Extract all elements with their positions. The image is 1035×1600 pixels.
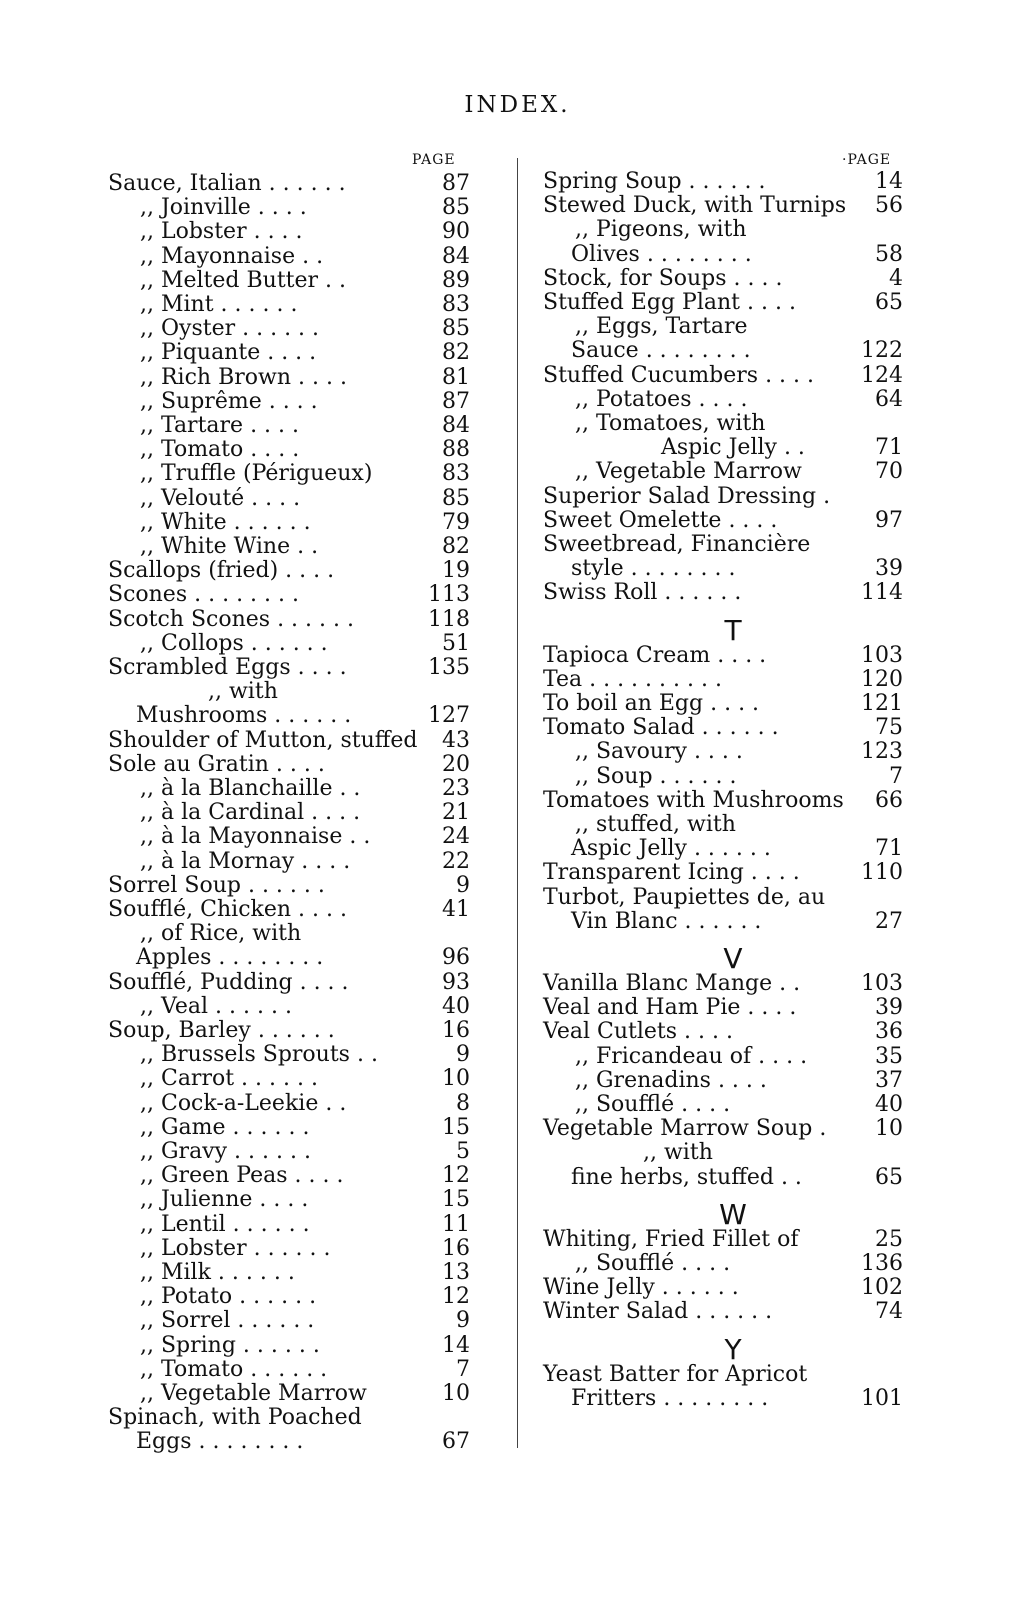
entry-text: ,, à la Blanchaille . . xyxy=(140,776,361,801)
entry-page-number: 71 xyxy=(875,836,903,862)
entry-page-number: 4 xyxy=(889,265,903,291)
entry-text: ,, Eggs, Tartare xyxy=(575,314,748,340)
index-entry xyxy=(108,1164,470,1188)
entry-text: ,, with xyxy=(643,1140,713,1166)
entry-text: Turbot, Paupiettes de, au xyxy=(543,884,826,910)
entry-text: Veal and Ham Pie . . . . xyxy=(543,995,797,1021)
index-entry xyxy=(543,436,903,460)
entry-text: ,, Velouté . . . . xyxy=(140,485,301,511)
entry-text: ,, Vegetable Marrow xyxy=(140,1381,367,1406)
entry-text: Veal Cutlets . . . . xyxy=(543,1019,734,1045)
index-entry xyxy=(108,801,470,825)
entry-page-number: 66 xyxy=(875,787,903,813)
entry-page-number: 25 xyxy=(875,1226,903,1252)
entry-text: Tea . . . . . . . . . . xyxy=(543,666,722,692)
entry-page-number: 11 xyxy=(442,1211,470,1237)
entry-page-number: 103 xyxy=(861,971,903,996)
entry-page-number: 15 xyxy=(442,1114,470,1140)
entry-text: Vin Blanc . . . . . . xyxy=(571,908,762,934)
entry-text: Apples . . . . . . . . xyxy=(136,945,324,971)
index-entry xyxy=(543,1093,903,1117)
index-entry xyxy=(108,995,470,1019)
entry-page-number: 20 xyxy=(442,751,470,777)
index-entry xyxy=(108,632,470,656)
entry-page-number: 16 xyxy=(442,1018,470,1043)
entry-page-number: 70 xyxy=(875,459,903,485)
entry-page-number: 101 xyxy=(861,1385,903,1411)
entry-text: Tapioca Cream . . . . xyxy=(543,642,767,668)
entry-page-number: 89 xyxy=(442,267,470,293)
entry-text: Sweet Omelette . . . . xyxy=(543,507,778,533)
entry-page-number: 8 xyxy=(456,1090,470,1116)
entry-page-number: 87 xyxy=(442,171,470,196)
entry-text: ,, Brussels Sprouts . . xyxy=(140,1042,378,1068)
entry-page-number: 7 xyxy=(889,763,903,789)
index-entry xyxy=(108,850,470,874)
index-entry xyxy=(543,1252,903,1276)
entry-page-number: 23 xyxy=(442,776,470,801)
entry-text: ,, Lobster . . . . xyxy=(140,219,303,245)
entry-text: ,, Veal . . . . . . xyxy=(140,993,292,1019)
entry-text: Sauce, Italian . . . . . . xyxy=(108,171,346,196)
entry-text: ,, Tomatoes, with xyxy=(575,411,766,436)
entry-text: ,, Lobster . . . . . . xyxy=(140,1235,331,1261)
index-entry xyxy=(108,535,470,559)
index-entry xyxy=(108,438,470,462)
entry-text: ,, Spring . . . . . . xyxy=(140,1332,320,1358)
entry-page-number: 75 xyxy=(875,715,903,741)
index-entry xyxy=(108,1092,470,1116)
index-entry xyxy=(543,581,903,605)
entry-text: ,, Julienne . . . . xyxy=(140,1187,309,1213)
entry-page-number: 7 xyxy=(456,1356,470,1382)
entry-text: ,, of Rice, with xyxy=(140,921,302,947)
index-entry xyxy=(543,740,903,764)
index-entry xyxy=(543,412,903,436)
index-entry xyxy=(543,1117,903,1141)
entry-text: ,, stuffed, with xyxy=(575,812,736,837)
entry-page-number: 39 xyxy=(875,556,903,582)
entry-text: ,, Tartare . . . . xyxy=(140,413,300,438)
index-entry xyxy=(108,341,470,365)
index-entry xyxy=(543,1363,903,1387)
entry-text: Shoulder of Mutton, stuffed xyxy=(108,727,418,753)
entry-text: ,, Tomato . . . . . . xyxy=(140,1356,328,1382)
index-entry xyxy=(108,1285,470,1309)
entry-text: ,, Green Peas . . . . xyxy=(140,1163,344,1189)
entry-text: ,, Cock-a-Leekie . . xyxy=(140,1090,347,1116)
index-entry xyxy=(543,267,903,291)
index-entry xyxy=(543,861,903,885)
entry-text: Winter Salad . . . . . . xyxy=(543,1299,773,1325)
entry-text: ,, Rich Brown . . . . xyxy=(140,364,347,390)
entry-text: Superior Salad Dressing . xyxy=(543,483,831,509)
entry-page-number: 82 xyxy=(442,534,470,559)
entry-page-number: 71 xyxy=(875,435,903,461)
entry-page-number: 10 xyxy=(442,1066,470,1092)
entry-text: ,, à la Mornay . . . . xyxy=(140,848,351,874)
entry-page-number: 97 xyxy=(875,507,903,533)
index-entry xyxy=(543,813,903,837)
index-entry xyxy=(543,388,903,412)
entry-page-number: 58 xyxy=(875,241,903,267)
entry-page-number: 114 xyxy=(861,580,903,606)
entry-text: Stock, for Soups . . . . xyxy=(543,265,783,291)
index-entry xyxy=(543,1141,903,1165)
index-entry xyxy=(108,1140,470,1164)
index-entry xyxy=(108,874,470,898)
entry-page-number: 19 xyxy=(442,558,470,584)
entry-page-number: 124 xyxy=(861,362,903,388)
index-entry xyxy=(543,996,903,1020)
entry-text: Sweetbread, Financière xyxy=(543,532,811,557)
index-entry xyxy=(108,680,470,704)
index-entry xyxy=(543,1228,903,1252)
entry-text: Swiss Roll . . . . . . xyxy=(543,580,742,606)
index-entry xyxy=(108,172,470,196)
entry-text: ,, Fricandeau of . . . . xyxy=(575,1043,808,1069)
entry-page-number: 43 xyxy=(442,727,470,753)
entry-text: ,, Mayonnaise . . xyxy=(140,243,324,269)
entry-page-number: 113 xyxy=(428,582,470,608)
entry-text: Stuffed Cucumbers . . . . xyxy=(543,362,815,388)
entry-page-number: 83 xyxy=(442,292,470,317)
index-entry xyxy=(543,557,903,581)
entry-text: Soufflé, Chicken . . . . xyxy=(108,897,347,922)
entry-text: ,, Melted Butter . . xyxy=(140,267,347,293)
index-entry xyxy=(543,218,903,242)
entry-text: ,, Sorrel . . . . . . xyxy=(140,1308,315,1334)
entry-page-number: 12 xyxy=(442,1284,470,1310)
entry-page-number: 85 xyxy=(442,485,470,511)
index-entry xyxy=(108,704,470,728)
entry-text: Scotch Scones . . . . . . xyxy=(108,606,354,632)
index-entry xyxy=(543,339,903,363)
entry-text: ,, White Wine . . xyxy=(140,534,319,559)
entry-page-number: 10 xyxy=(875,1116,903,1142)
entry-page-number: 123 xyxy=(861,739,903,765)
entry-text: Stuffed Egg Plant . . . . xyxy=(543,290,796,315)
entry-page-number: 65 xyxy=(875,290,903,315)
index-entry xyxy=(543,291,903,315)
index-entry xyxy=(108,317,470,341)
entry-text: Spinach, with Poached xyxy=(108,1405,362,1431)
entry-page-number: 103 xyxy=(861,642,903,668)
entry-text: Soup, Barley . . . . . . xyxy=(108,1018,335,1043)
entry-page-number: 136 xyxy=(861,1251,903,1276)
entry-text: Transparent Icing . . . . xyxy=(543,860,800,886)
index-entry xyxy=(543,460,903,484)
index-entry xyxy=(108,1116,470,1140)
entry-text: Olives . . . . . . . . xyxy=(571,241,752,267)
entry-text: Aspic Jelly . . . . . . xyxy=(571,836,771,862)
entry-page-number: 135 xyxy=(428,655,470,680)
entry-page-number: 41 xyxy=(442,897,470,922)
entry-text: Tomatoes with Mushrooms xyxy=(543,787,844,813)
entry-text: Stewed Duck, with Turnips xyxy=(543,193,847,219)
index-entry xyxy=(543,170,903,194)
index-entry xyxy=(543,533,903,557)
entry-text: ,, Gravy . . . . . . xyxy=(140,1139,311,1164)
entry-text: Tomato Salad . . . . . . xyxy=(543,715,779,741)
left-page-header: PAGE xyxy=(412,152,456,168)
section-letter: T xyxy=(724,613,742,647)
entry-text: ,, Soufflé . . . . xyxy=(575,1251,731,1276)
entry-text: ,, Piquante . . . . xyxy=(140,340,317,366)
index-entry xyxy=(543,972,903,996)
index-entry xyxy=(108,971,470,995)
index-entry xyxy=(108,1043,470,1067)
entry-text: To boil an Egg . . . . xyxy=(543,691,760,716)
entry-page-number: 9 xyxy=(456,872,470,898)
entry-page-number: 22 xyxy=(442,848,470,874)
index-entry xyxy=(108,366,470,390)
index-entry xyxy=(108,559,470,583)
index-entry xyxy=(108,462,470,486)
entry-page-number: 24 xyxy=(442,824,470,850)
index-entry xyxy=(108,511,470,535)
index-entry xyxy=(108,1261,470,1285)
entry-page-number: 110 xyxy=(861,860,903,886)
entry-page-number: 93 xyxy=(442,969,470,995)
index-entry xyxy=(108,487,470,511)
index-entry xyxy=(543,1069,903,1093)
entry-page-number: 40 xyxy=(442,993,470,1019)
entry-text: fine herbs, stuffed . . xyxy=(571,1164,802,1190)
entry-page-number: 65 xyxy=(875,1164,903,1190)
index-entry xyxy=(108,269,470,293)
entry-text: Scones . . . . . . . . xyxy=(108,582,300,608)
entry-text: Vegetable Marrow Soup . xyxy=(543,1116,827,1142)
index-entry xyxy=(108,777,470,801)
entry-page-number: 122 xyxy=(861,338,903,364)
entry-page-number: 84 xyxy=(442,243,470,269)
index-entry xyxy=(543,243,903,267)
entry-text: ,, Potato . . . . . . xyxy=(140,1284,317,1310)
entry-page-number: 13 xyxy=(442,1260,470,1285)
index-entry xyxy=(543,1166,903,1190)
index-entry xyxy=(108,1309,470,1333)
entry-page-number: 102 xyxy=(861,1275,903,1301)
entry-text: Eggs . . . . . . . . xyxy=(136,1429,304,1455)
entry-text: ,, Grenadins . . . . xyxy=(575,1067,767,1093)
index-entry xyxy=(543,886,903,910)
entry-text: ,, Milk . . . . . . xyxy=(140,1260,295,1285)
index-entry xyxy=(108,922,470,946)
index-entry xyxy=(543,692,903,716)
entry-page-number: 15 xyxy=(442,1187,470,1213)
entry-text: Mushrooms . . . . . . xyxy=(136,703,352,729)
entry-text: Vanilla Blanc Mange . . xyxy=(543,971,801,996)
index-entry xyxy=(108,1067,470,1091)
entry-page-number: 37 xyxy=(875,1067,903,1093)
entry-text: Yeast Batter for Apricot xyxy=(543,1361,808,1387)
entry-page-number: 9 xyxy=(456,1042,470,1068)
entry-page-number: 56 xyxy=(875,193,903,219)
index-entry xyxy=(108,946,470,970)
index-entry xyxy=(543,837,903,861)
entry-page-number: 83 xyxy=(442,461,470,487)
entry-text: ,, Soup . . . . . . xyxy=(575,763,737,789)
index-entry xyxy=(108,196,470,220)
index-entry xyxy=(108,1237,470,1261)
entry-text: ,, Oyster . . . . . . xyxy=(140,316,320,342)
entry-text: ,, Carrot . . . . . . xyxy=(140,1066,318,1092)
entry-text: ,, Mint . . . . . . xyxy=(140,292,298,317)
index-entry xyxy=(543,364,903,388)
entry-page-number: 74 xyxy=(875,1299,903,1325)
index-entry xyxy=(108,1213,470,1237)
entry-text: Whiting, Fried Fillet of xyxy=(543,1226,799,1252)
index-entry xyxy=(108,245,470,269)
entry-text: ,, Joinville . . . . xyxy=(140,195,307,221)
entry-page-number: 14 xyxy=(875,169,903,194)
index-entry xyxy=(108,825,470,849)
entry-page-number: 118 xyxy=(428,606,470,632)
index-entry xyxy=(543,789,903,813)
entry-page-number: 40 xyxy=(875,1092,903,1117)
index-entry xyxy=(543,509,903,533)
entry-page-number: 12 xyxy=(442,1163,470,1189)
entry-text: ,, Truffle (Périgueux) xyxy=(140,461,373,487)
entry-page-number: 85 xyxy=(442,316,470,342)
entry-text: Sauce . . . . . . . . xyxy=(571,338,751,364)
entry-text: style . . . . . . . . xyxy=(571,556,736,582)
index-entry xyxy=(108,656,470,680)
entry-page-number: 10 xyxy=(442,1381,470,1406)
entry-page-number: 87 xyxy=(442,388,470,414)
entry-page-number: 85 xyxy=(442,195,470,221)
entry-page-number: 51 xyxy=(442,630,470,656)
index-entry xyxy=(543,910,903,934)
index-entry xyxy=(543,765,903,789)
entry-text: ,, Potatoes . . . . xyxy=(575,386,748,412)
index-entry xyxy=(108,414,470,438)
index-entry xyxy=(108,1358,470,1382)
index-entry xyxy=(543,1300,903,1324)
index-entry xyxy=(543,1276,903,1300)
index-entry xyxy=(543,644,903,668)
entry-page-number: 5 xyxy=(456,1139,470,1164)
entry-page-number: 120 xyxy=(861,666,903,692)
entry-text: Wine Jelly . . . . . . xyxy=(543,1275,739,1301)
section-letter: V xyxy=(723,942,743,975)
index-entry xyxy=(543,1387,903,1411)
entry-page-number: 88 xyxy=(442,437,470,463)
index-entry xyxy=(108,390,470,414)
index-entry xyxy=(543,716,903,740)
entry-text: ,, Pigeons, with xyxy=(575,217,747,243)
entry-text: ,, Game . . . . . . xyxy=(140,1114,310,1140)
entry-page-number: 127 xyxy=(428,703,470,729)
entry-text: ,, Savoury . . . . xyxy=(575,739,743,765)
entry-page-number: 81 xyxy=(442,364,470,390)
entry-text: ,, Vegetable Marrow xyxy=(575,459,802,485)
entry-page-number: 27 xyxy=(875,908,903,934)
entry-text: ,, à la Mayonnaise . . xyxy=(140,824,371,850)
entry-text: ,, White . . . . . . xyxy=(140,509,311,535)
index-entry xyxy=(108,1334,470,1358)
entry-text: ,, Tomato . . . . xyxy=(140,437,300,463)
index-entry xyxy=(108,1382,470,1406)
entry-page-number: 64 xyxy=(875,386,903,412)
entry-text: ,, Soufflé . . . . xyxy=(575,1092,731,1117)
index-entry xyxy=(543,668,903,692)
entry-page-number: 21 xyxy=(442,800,470,826)
entry-page-number: 121 xyxy=(861,691,903,716)
index-entry xyxy=(543,315,903,339)
index-entry xyxy=(543,194,903,218)
index-entry xyxy=(543,1045,903,1069)
index-entry xyxy=(108,1406,470,1430)
section-letter: Y xyxy=(724,1332,742,1366)
index-entry xyxy=(108,729,470,753)
index-entry xyxy=(543,485,903,509)
entry-text: Scrambled Eggs . . . . xyxy=(108,655,347,680)
entry-text: Aspic Jelly . . xyxy=(661,435,805,461)
page-title: INDEX. xyxy=(464,92,571,118)
entry-page-number: 84 xyxy=(442,413,470,438)
entry-page-number: 9 xyxy=(456,1308,470,1334)
entry-text: Soufflé, Pudding . . . . xyxy=(108,969,349,995)
entry-text: ,, with xyxy=(208,679,278,705)
entry-page-number: 16 xyxy=(442,1235,470,1261)
index-entry xyxy=(108,1430,470,1454)
entry-text: Sorrel Soup . . . . . . xyxy=(108,872,325,898)
entry-page-number: 14 xyxy=(442,1332,470,1358)
index-entry xyxy=(108,898,470,922)
index-entry xyxy=(108,583,470,607)
entry-text: ,, Collops . . . . . . xyxy=(140,630,328,656)
index-entry xyxy=(108,293,470,317)
entry-page-number: 82 xyxy=(442,340,470,366)
column-divider xyxy=(517,158,518,1448)
index-entry xyxy=(543,1020,903,1044)
entry-page-number: 96 xyxy=(442,945,470,971)
right-page-header: ·PAGE xyxy=(842,152,892,168)
entry-page-number: 90 xyxy=(442,219,470,245)
index-entry xyxy=(108,608,470,632)
index-entry xyxy=(108,1019,470,1043)
section-letter: W xyxy=(719,1197,747,1231)
entry-text: Fritters . . . . . . . . xyxy=(571,1385,769,1411)
entry-page-number: 39 xyxy=(875,995,903,1021)
entry-text: Spring Soup . . . . . . xyxy=(543,169,766,194)
entry-page-number: 79 xyxy=(442,509,470,535)
entry-text: Scallops (fried) . . . . xyxy=(108,558,335,584)
entry-page-number: 36 xyxy=(875,1019,903,1045)
entry-text: ,, Suprême . . . . xyxy=(140,388,318,414)
index-entry xyxy=(108,753,470,777)
entry-page-number: 67 xyxy=(442,1429,470,1455)
entry-page-number: 35 xyxy=(875,1043,903,1069)
entry-text: ,, à la Cardinal . . . . xyxy=(140,800,361,826)
entry-text: Sole au Gratin . . . . xyxy=(108,751,325,777)
index-entry xyxy=(108,220,470,244)
entry-text: ,, Lentil . . . . . . xyxy=(140,1211,310,1237)
index-entry xyxy=(108,1188,470,1212)
